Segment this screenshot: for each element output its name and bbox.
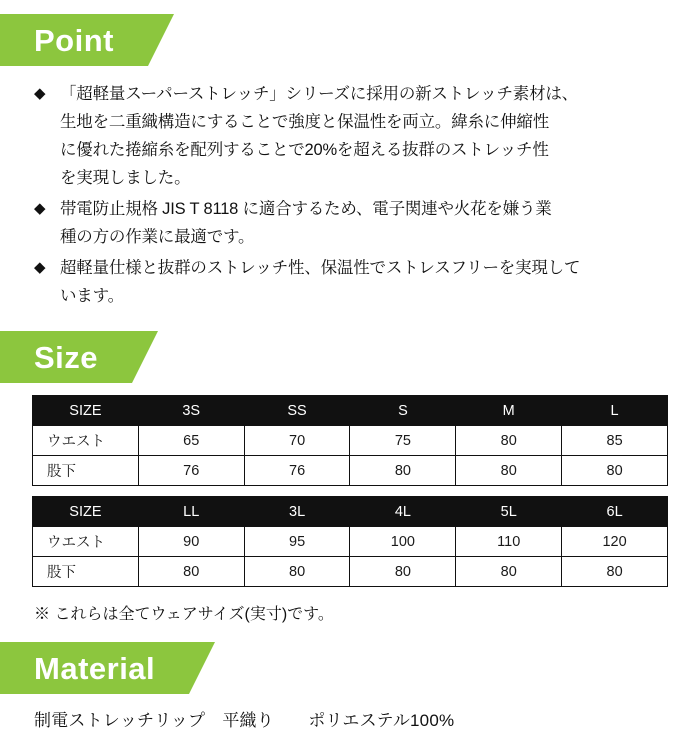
point-bullet-3-line-2: います。 — [60, 287, 124, 305]
point-bullet-3-line-1: 超軽量仕様と抜群のストレッチ性、保温性でストレスフリーを実現して — [60, 259, 581, 277]
size-table-small-r1-c1: 76 — [138, 456, 244, 486]
table-row — [33, 426, 668, 456]
size-table-large-r0-c0: ウエスト — [33, 527, 139, 557]
size-table-small-r1-c4: 80 — [456, 456, 562, 486]
size-table-small-r0-c4: 80 — [456, 426, 562, 456]
size-banner — [0, 331, 132, 383]
size-table-large-r0-c3: 100 — [350, 527, 456, 557]
size-table-small-header-4: M — [456, 396, 562, 426]
size-table-large-r1-c3: 80 — [350, 557, 456, 587]
point-body — [0, 66, 700, 319]
material-banner — [0, 642, 189, 694]
table-row — [33, 527, 668, 557]
point-size-spacer — [0, 319, 700, 331]
size-table-large-header-5: 6L — [562, 497, 668, 527]
size-body — [0, 383, 700, 587]
size-table-small-header-3: S — [350, 396, 456, 426]
point-bullet-2-line-1: 帯電防止規格 JIS T 8118 に適合するため、電子関連や火花を嫌う業 — [60, 200, 552, 218]
size-table-large — [32, 496, 668, 587]
top-spacer — [0, 0, 700, 14]
point-bullet-2 — [34, 195, 670, 251]
size-table-small-body — [33, 426, 668, 486]
point-bullet-1-text — [60, 80, 670, 192]
size-table-small-r0-c2: 70 — [244, 426, 350, 456]
size-table-large-r0-c1: 90 — [138, 527, 244, 557]
point-bullet-3-text — [60, 254, 670, 310]
point-bullet-2-text — [60, 195, 670, 251]
size-table-large-head — [33, 497, 668, 527]
size-table-small-header-2: SS — [244, 396, 350, 426]
size-table-large-header-2: 3L — [244, 497, 350, 527]
point-bullet-3 — [34, 254, 670, 310]
size-table-large-r1-c2: 80 — [244, 557, 350, 587]
size-material-spacer — [0, 624, 700, 642]
size-table-small-head — [33, 396, 668, 426]
size-table-large-r1-c4: 80 — [456, 557, 562, 587]
size-table-large-header-4: 5L — [456, 497, 562, 527]
size-heading: Size — [34, 339, 99, 375]
size-table-small-r1-c5: 80 — [562, 456, 668, 486]
point-banner — [0, 14, 148, 66]
material-heading: Material — [34, 650, 156, 686]
size-table-small-r0-c3: 75 — [350, 426, 456, 456]
size-table-small-r1-c2: 76 — [244, 456, 350, 486]
size-table-small-header-5: L — [562, 396, 668, 426]
table-row — [33, 456, 668, 486]
size-table-large-r0-c5: 120 — [562, 527, 668, 557]
size-table-large-body — [33, 527, 668, 587]
size-table-large-r1-c0: 股下 — [33, 557, 139, 587]
size-table-large-header-3: 4L — [350, 497, 456, 527]
point-section-header — [0, 14, 700, 66]
size-table-large-r1-c5: 80 — [562, 557, 668, 587]
size-table-small-r1-c3: 80 — [350, 456, 456, 486]
material-text: 制電ストレッチリップ 平織り ポリエステル100% — [34, 711, 455, 730]
table-header-row — [33, 396, 668, 426]
table-header-row — [33, 497, 668, 527]
table-row — [33, 557, 668, 587]
size-table-small-header-1: 3S — [138, 396, 244, 426]
material-section-header — [0, 642, 700, 694]
point-heading: Point — [34, 22, 114, 58]
size-table-large-r0-c4: 110 — [456, 527, 562, 557]
size-table-large-header-0: SIZE — [33, 497, 139, 527]
point-bullet-1-line-1: 「超軽量スーパーストレッチ」シリーズに採用の新ストレッチ素材は、 — [60, 85, 578, 103]
point-bullet-1-line-2: 生地を二重織構造にすることで強度と保温性を両立。緯糸に伸縮性 — [60, 113, 550, 131]
size-table-large-r1-c1: 80 — [138, 557, 244, 587]
size-table-small-r1-c0: 股下 — [33, 456, 139, 486]
point-bullet-2-line-2: 種の方の作業に最適です。 — [60, 228, 255, 246]
size-table-small-r0-c0: ウエスト — [33, 426, 139, 456]
size-table-small — [32, 395, 668, 486]
point-bullet-1-line-3: に優れた捲縮糸を配列することで20%を超える抜群のストレッチ性 — [60, 141, 549, 159]
size-note: ※ これらは全てウェアサイズ(実寸)です。 — [34, 606, 334, 623]
size-table-large-header-1: LL — [138, 497, 244, 527]
diamond-bullet-icon: ◆ — [34, 85, 46, 102]
size-table-large-r0-c2: 95 — [244, 527, 350, 557]
size-table-small-r0-c1: 65 — [138, 426, 244, 456]
point-bullet-1-line-4: を実現しました。 — [60, 169, 191, 187]
size-section-header — [0, 331, 700, 383]
size-table-small-header-0: SIZE — [33, 396, 139, 426]
diamond-bullet-icon: ◆ — [34, 200, 46, 217]
diamond-bullet-icon: ◆ — [34, 259, 46, 276]
point-bullet-1 — [34, 80, 670, 192]
size-table-small-r0-c5: 85 — [562, 426, 668, 456]
